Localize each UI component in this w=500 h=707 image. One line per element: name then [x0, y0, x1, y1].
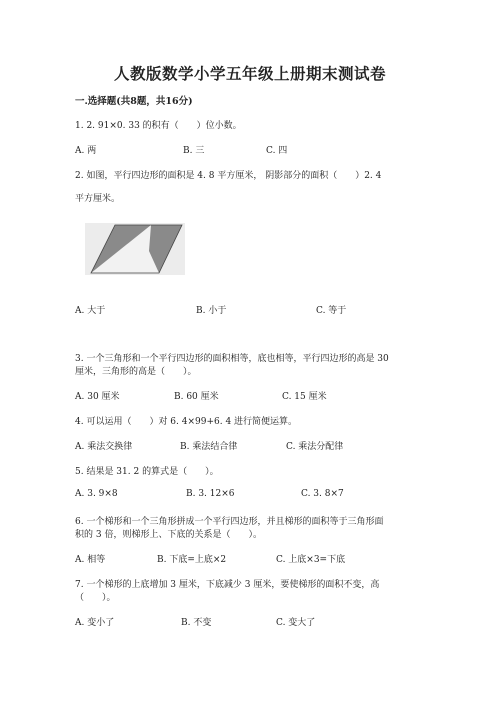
question-6-option-c[interactable]: C. 上底×3=下底	[276, 555, 346, 565]
page-title: 人教版数学小学五年级上册期末测试卷	[113, 64, 386, 83]
question-2-option-a[interactable]: A. 大于	[75, 306, 106, 316]
question-7-option-c[interactable]: C. 变大了	[276, 618, 316, 628]
question-5-text: 5. 结果是 31. 2 的算式是（ ）。	[75, 467, 219, 477]
question-3-text-line1: 3. 一个三角形和一个平行四边形的面积相等，底也相等，平行四边形的高是 30	[75, 354, 389, 364]
question-4-option-a[interactable]: A. 乘法交换律	[75, 442, 133, 452]
question-3-option-b[interactable]: B. 60 厘米	[174, 392, 219, 402]
question-2-option-c[interactable]: C. 等于	[316, 306, 347, 316]
question-1-option-c[interactable]: C. 四	[266, 146, 288, 156]
question-4-text: 4. 可以运用（ ）对 6. 4×99+6. 4 进行简便运算。	[75, 417, 298, 427]
question-1-text: 1. 2. 91×0. 33 的积有（ ）位小数。	[75, 121, 242, 131]
question-6-text-line1: 6. 一个梯形和一个三角形拼成一个平行四边形，并且梯形的面积等于三角形面	[75, 517, 384, 527]
question-7-text-line1: 7. 一个梯形的上底增加 3 厘米，下底减少 3 厘米，要使梯形的面积不变，高	[75, 580, 380, 590]
parallelogram-figure	[85, 223, 185, 275]
question-1-option-b[interactable]: B. 三	[183, 146, 205, 156]
section-heading: 一.选择题(共8题，共16分)	[75, 96, 193, 107]
question-3-option-a[interactable]: A. 30 厘米	[75, 392, 120, 402]
question-3-text-line2: 厘米，三角形的高是（ ）。	[75, 367, 197, 377]
question-4-option-c[interactable]: C. 乘法分配律	[286, 442, 344, 452]
question-5-option-c[interactable]: C. 3. 8×7	[301, 489, 344, 499]
question-4-option-b[interactable]: B. 乘法结合律	[180, 442, 238, 452]
question-7-option-b[interactable]: B. 不变	[181, 618, 212, 628]
question-5-option-b[interactable]: B. 3. 12×6	[186, 489, 235, 499]
question-3-option-c[interactable]: C. 15 厘米	[282, 392, 327, 402]
question-2-text-line1: 2. 如图，平行四边形的面积是 4. 8 平方厘米， 阴影部分的面积（ ）2. 4	[75, 171, 382, 181]
question-6-option-a[interactable]: A. 相等	[75, 555, 106, 565]
question-2-option-b[interactable]: B. 小于	[196, 306, 227, 316]
question-6-text-line2: 积的 3 倍，则梯形上、下底的关系是（ ）。	[75, 530, 262, 540]
question-7-text-line2: （ ）。	[75, 593, 116, 603]
question-7-option-a[interactable]: A. 变小了	[75, 618, 115, 628]
question-1-option-a[interactable]: A. 两	[75, 146, 97, 156]
question-2-text-line2: 平方厘米。	[75, 194, 121, 204]
question-6-option-b[interactable]: B. 下底=上底×2	[157, 555, 227, 565]
question-5-option-a[interactable]: A. 3. 9×8	[75, 489, 118, 499]
